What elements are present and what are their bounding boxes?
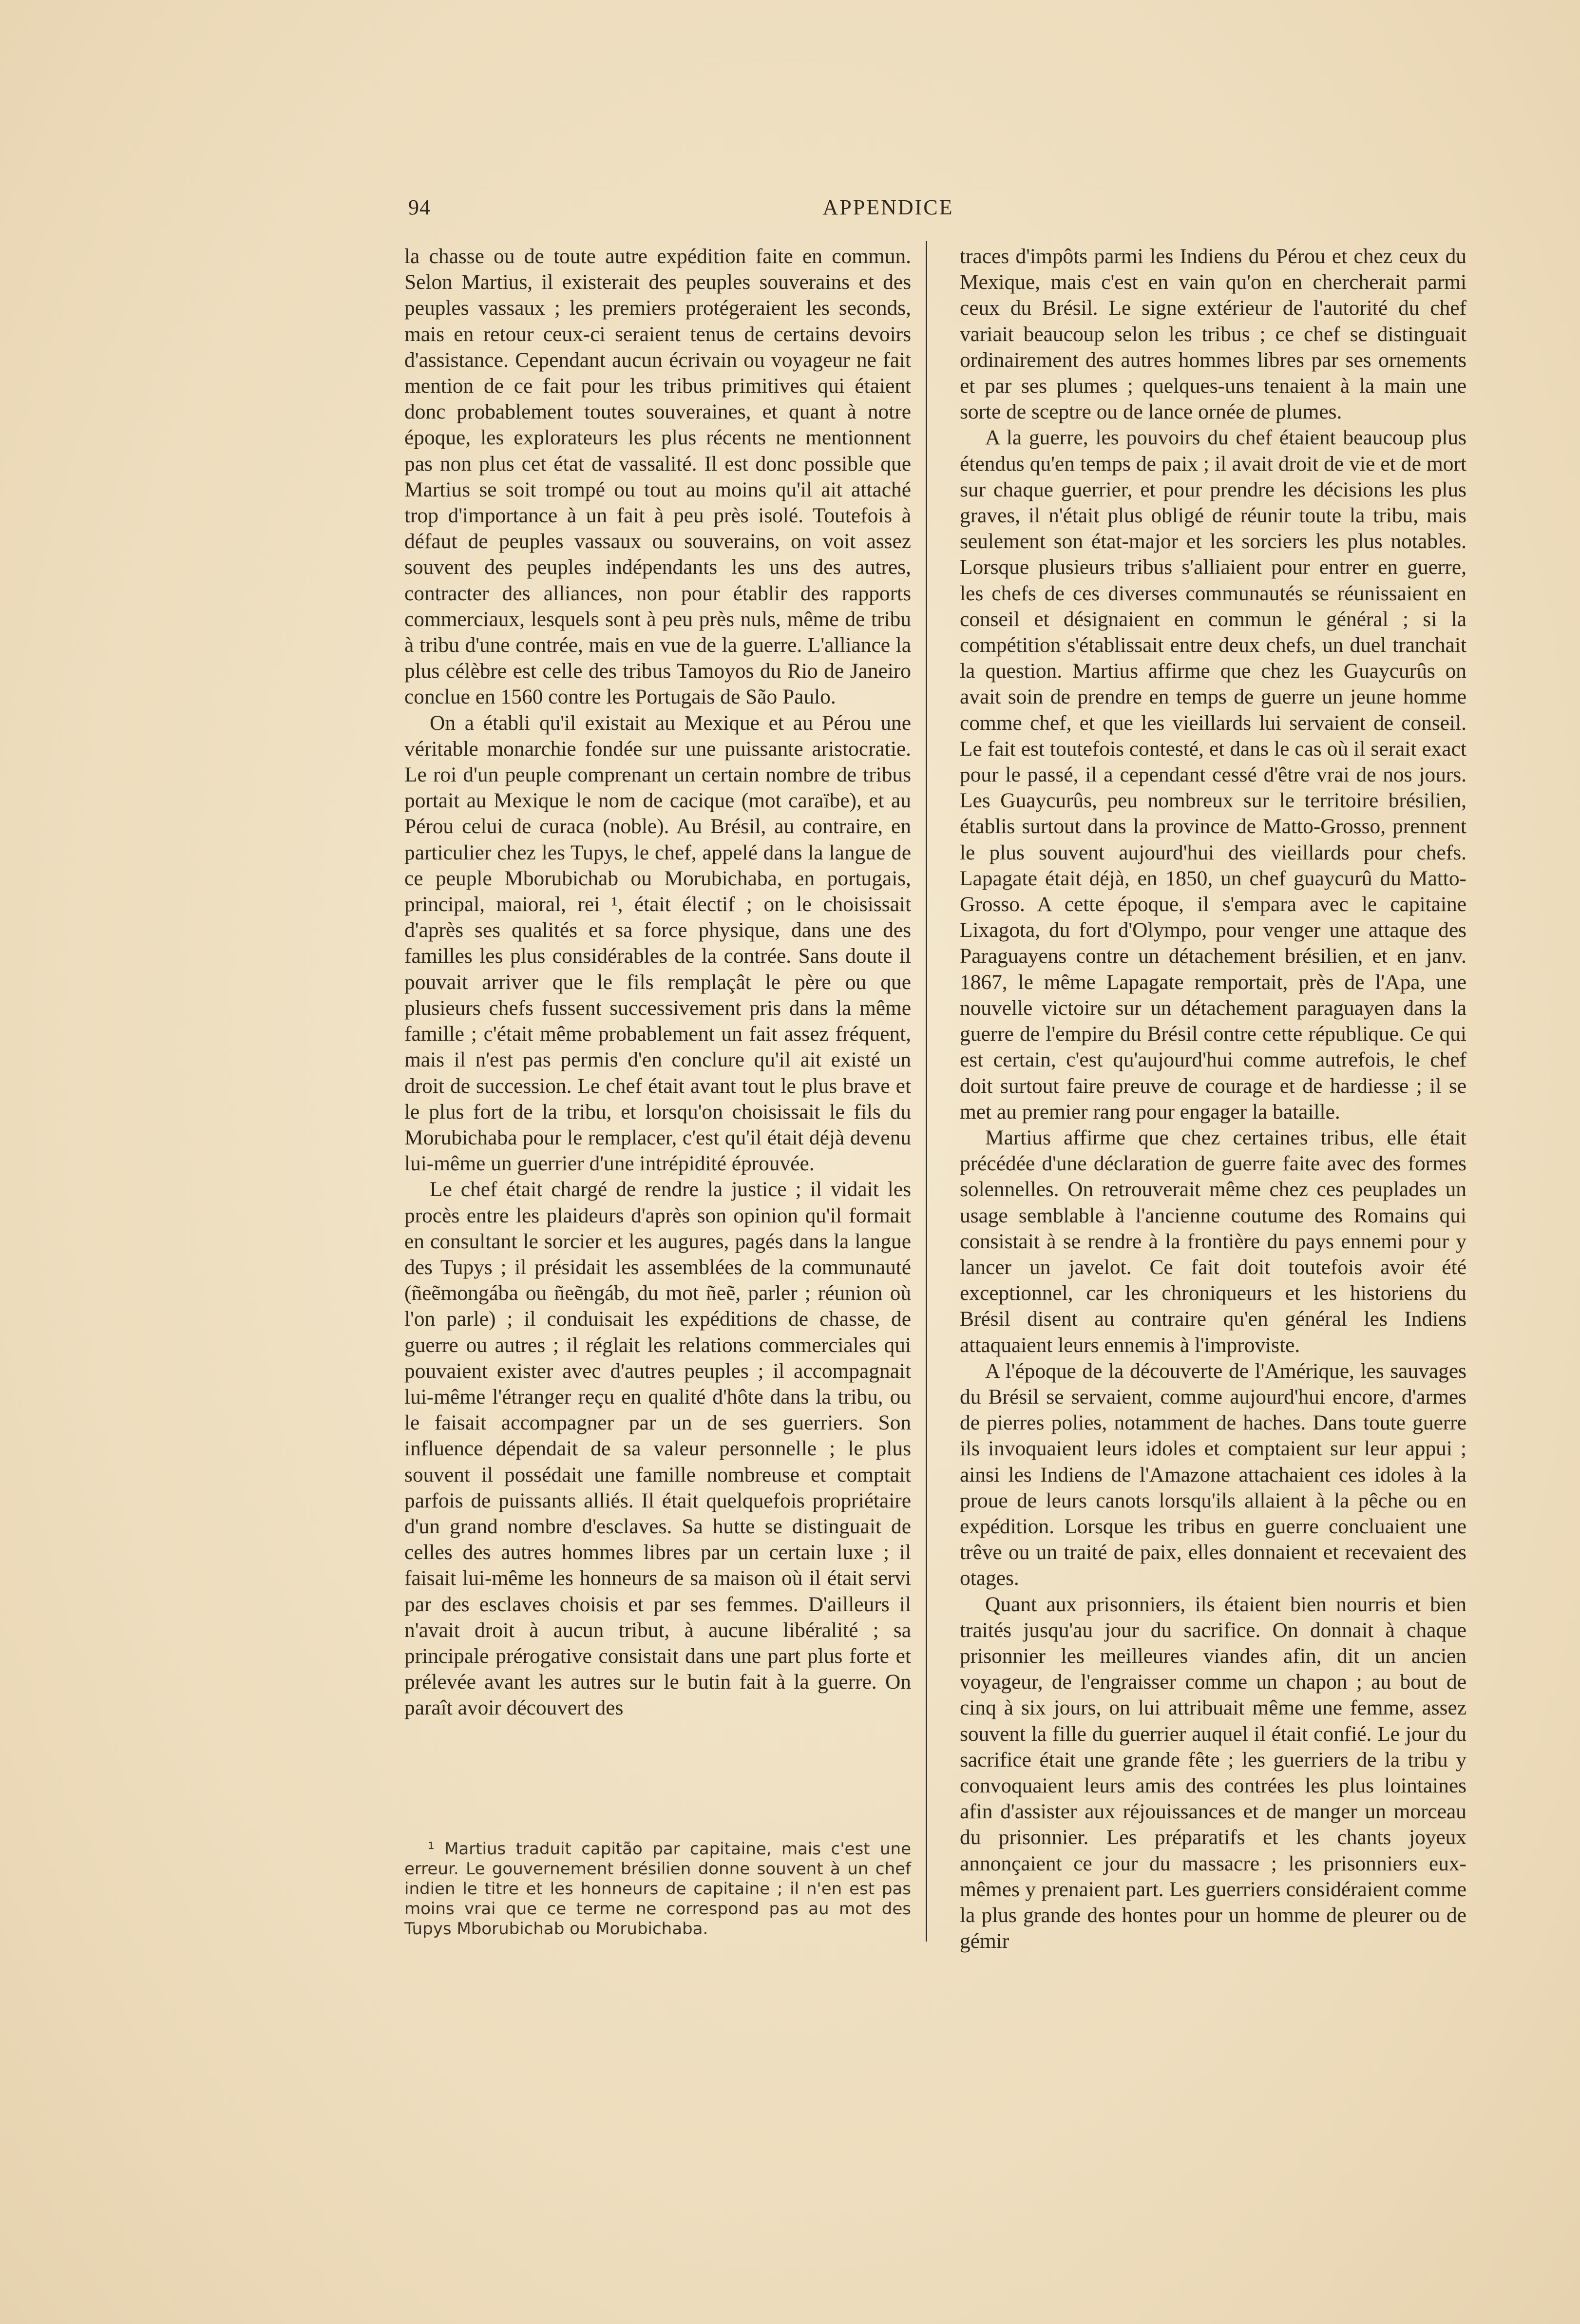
right-column [960,244,1466,1954]
running-head [408,195,1368,229]
running-title: APPENDICE [822,195,954,219]
left-paragraph-2: On a établi qu'il existait au Mexique et au Pérou une véritable monarchie fondée sur une puissante aristocratie. Le roi d'un peuple comprenant un certain nombre de tribus portait au Mexique le nom de cacique (mot caraïbe), et au Pérou celui de curaca (noble). Au Brésil, au contraire, en particulier chez les Tupys, le chef, appelé dans la langue de ce peuple Mborubichab ou Morubichaba, en portugais, principal, maioral, rei ¹, était électif ; on le choisissait d'après ses qualités et sa force physique, dans une des familles les plus considérables de la contrée. Sans doute il pouvait arriver que le fils remplaçât le père ou que plusieurs chefs fussent successivement pris dans la même famille ; c'était même probablement un fait assez fréquent, mais il n'est pas permis d'en conclure qu'il ait existé un droit de succession. Le chef était avant tout le plus brave et le plus fort de la tribu, et lorsqu'on choisissait le fils du Morubichaba pour le remplacer, c'est qu'il était déjà devenu lui-même un guerrier d'une intrépidité éprouvée. [404,711,911,1176]
left-column [404,244,911,1721]
column-divider [926,241,927,1942]
footnote [404,1839,911,1939]
left-paragraph-3: Le chef était chargé de rendre la justice ; il vidait les procès entre les plaideurs d'après son opinion qu'il formait en consultant le sorcier et les augures, pagés dans la langue des Tupys ; il présidait les assemblées de la communauté (ñeẽmongába ou ñeẽngáb, du mot ñeẽ, parler ; réunion où l'on parle) ; il conduisait les expéditions de chasse, de guerre ou autres ; il réglait les relations commerciales qui pouvaient exister avec d'autres peuples ; il accompagnait lui-même l'étranger reçu en qualité d'hôte dans la tribu, ou le faisait accompagner par un de ses guerriers. Son influence dépendait de sa valeur personnelle ; le plus souvent il possédait une famille nombreuse et comptait parfois de puissants alliés. Il était quelquefois propriétaire d'un grand nombre d'esclaves. Sa hutte se distinguait de celles des autres hommes libres par un certain luxe ; il faisait lui-même les honneurs de sa maison où il était servi par des esclaves choisis et par ses femmes. D'ailleurs il n'avait droit à aucun tribut, à aucune libéralité ; sa principale prérogative consistait dans une part plus forte et prélevée avant les autres sur le butin fait à la guerre. On paraît avoir découvert des [404,1178,911,1720]
left-paragraph-1: la chasse ou de toute autre expédition faite en commun. Selon Martius, il existerait des peuples souverains et des peuples vassaux ; les premiers protégeraient les seconds, mais en retour ceux-ci seraient tenus de certains devoirs d'assistance. Cependant aucun écrivain ou voyageur ne fait mention de ce fait pour les tribus primitives qui étaient donc probablement toutes souveraines, et quant à notre époque, les explorateurs les plus récents ne mentionnent pas non plus cet état de vassalité. Il est donc possible que Martius se soit trompé ou tout au moins qu'il ait attaché trop d'importance à un fait à peu près isolé. Toutefois à défaut de peuples vassaux ou souverains, on voit assez souvent des peuples indépendants les uns des autres, contracter des alliances, non pour établir des rapports commerciaux, lesquels sont à peu près nuls, même de tribu à tribu d'une contrée, mais en vue de la guerre. L'alliance la plus célèbre est celle des tribus Tamoyos du Rio de Janeiro conclue en 1560 contre les Portugais de São Paulo. [404,245,911,709]
right-paragraph-4: A l'époque de la découverte de l'Amérique, les sauvages du Brésil se servaient, comme aujourd'hui encore, d'armes de pierres polies, notamment de haches. Dans toute guerre ils invoquaient leurs idoles et comptaient sur leur appui ; ainsi les Indiens de l'Amazone attachaient ces idoles à la proue de leurs canots lorsqu'ils allaient à la pêche ou en expédition. Lorsque les tribus en guerre concluaient une trêve ou un traité de paix, elles donnaient et recevaient des otages. [960,1359,1466,1590]
page-number: 94 [408,195,431,219]
right-paragraph-1: traces d'impôts parmi les Indiens du Pérou et chez ceux du Mexique, mais c'est en vain qu'on en chercherait parmi ceux du Brésil. Le signe extérieur de l'autorité du chef variait beaucoup selon les tribus ; ce chef se distinguait ordinairement des autres hommes libres par ses ornements et par ses plumes ; quelques-uns tenaient à la main une sorte de sceptre ou de lance ornée de plumes. [960,245,1466,424]
right-paragraph-3: Martius affirme que chez certaines tribus, elle était précédée d'une déclaration de guerre faite avec des formes solennelles. On retrouverait même chez ces peuplades un usage semblable à l'ancienne coutume des Romains qui consistait à se rendre à la frontière du pays ennemi pour y lancer un javelot. Ce fait doit toutefois avoir été exceptionnel, car les chroniqueurs et les historiens du Brésil disent au contraire qu'en général les Indiens attaquaient leurs ennemis à l'improviste. [960,1125,1466,1357]
footnote-text: ¹ Martius traduit capitão par capitaine, mais c'est une erreur. Le gouvernement brésilien donne souvent à un chef indien le titre et les honneurs de capitaine ; il n'en est pas moins vrai que ce terme ne correspond pas au mot des Tupys Mborubichab ou Morubichaba. [404,1839,911,1939]
right-paragraph-2: A la guerre, les pouvoirs du chef étaient beaucoup plus étendus qu'en temps de paix ; il avait droit de vie et de mort sur chaque guerrier, et pour prendre les décisions les plus graves, il n'était plus obligé de réunir toute la tribu, mais seulement son état-major et les sorciers les plus notables. Lorsque plusieurs tribus s'alliaient pour entrer en guerre, les chefs de ces diverses communautés se réunissaient en conseil et désignaient en commun le général ; si la compétition s'établissait entre deux chefs, un duel tranchait la question. Martius affirme que chez les Guaycurûs on avait soin de prendre en temps de guerre un jeune homme comme chef, et que les vieillards lui servaient de conseil. Le fait est toutefois contesté, et dans le cas où il serait exact pour le passé, il a cependant cessé d'être vrai de nos jours. Les Guaycurûs, peu nombreux sur le territoire brésilien, établis surtout dans la province de Matto-Grosso, prennent le plus souvent aujourd'hui des vieillards pour chefs. Lapagate était déjà, en 1850, un chef guaycurû du Matto-Grosso. A cette époque, il s'empara avec le capitaine Lixagota, du fort d'Olympo, pour venger une attaque des Paraguayens contre un détachement brésilien, et en janv. 1867, le même Lapagate remportait, près de l'Apa, une nouvelle victoire sur un détachement paraguayen dans la guerre de l'empire du Brésil contre cette république. Ce qui est certain, c'est qu'aujourd'hui comme autrefois, le chef doit surtout faire preuve de courage et de hardiesse ; il se met au premier rang pour engager la bataille. [960,426,1466,1124]
right-paragraph-5: Quant aux prisonniers, ils étaient bien nourris et bien traités jusqu'au jour du sacrifice. On donnait à chaque prisonnier les meilleures viandes afin, dit un ancien voyageur, de l'engraisser comme un chapon ; au bout de cinq à six jours, on lui attribuait même une femme, assez souvent la fille du guerrier auquel il était confié. Le jour du sacrifice était une grande fête ; les guerriers de la tribu y convoquaient leurs amis des contrées les plus lointaines afin d'assister aux réjouissances et de manger un morceau du prisonnier. Les préparatifs et les chants joyeux annonçaient ce jour du massacre ; les prisonniers eux-mêmes y prenaient part. Les guerriers considéraient comme la plus grande des hontes pour un homme de pleurer ou de gémir [960,1592,1466,1953]
